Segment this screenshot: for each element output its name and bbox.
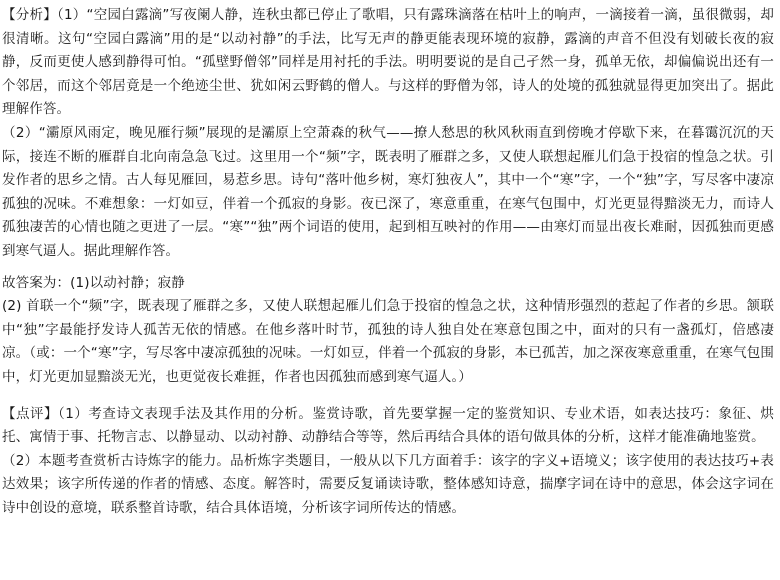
analysis-paragraph-2: （2）“灞原风雨定，晚见雁行频”展现的是灞原上空萧森的秋气——撩人愁思的秋风秋雨直到傍晚才停歇下来，在暮霭沉沉的天际，接连不断的雁群自北向南急急飞过。这里用一个“频”字，既表明了雁群之多，又使人联想起雁儿们急于投宿的惶急之状。引发作者的思乡之情。古人每见雁回，易惹乡思。诗句“落叶他乡树，寒灯独夜人”，其中一个“寒”字，一个“独”字，写尽客中凄凉孤独的况味。不难想象：一灯如豆，伴着一个孤寂的身影。夜已深了，寒意重重，在寒气包围中，灯光更显得黯淡无力，而诗人孤独凄苦的心情也随之更进了一层。“寒”“独”两个词语的使用，起到相互映衬的作用——由寒灯而显出夜长难耐，因孤独而更感到寒气逼人。据此理解作答。 [2,124,774,259]
answer-paragraph-1: 故答案为：(1)以动衬静；寂静 [2,274,185,291]
comment-section [2,403,774,521]
section-spacer [2,390,774,403]
comment-paragraph-2: （2）本题考查赏析古诗炼字的能力。品析炼字类题目，一般从以下几方面着手：该字的字义+语境义；该字使用的表达技巧+表达效果；该字所传递的作者的情感、态度。解答时，需要反复诵读诗歌，整体感知诗意，揣摩字词在诗中的意思，体会这字词在诗中创设的意境，联系整首诗歌，结合具体语境，分析该字词所传达的情感。 [2,452,774,516]
comment-paragraph-1: 【点评】（1）考查诗文表现手法及其作用的分析。鉴赏诗歌，首先要掌握一定的鉴赏知识、专业术语，如表达技巧：象征、烘托、寓情于事、托物言志、以静显动、以动衬静、动静结合等等，然后再结合具体的语句做具体的分析，这样才能准确地鉴赏。 [2,405,774,446]
analysis-paragraph-1: 【分析】（1）“空园白露滴”写夜阑人静，连秋虫都已停止了歌唱，只有露珠滴落在枯叶上的响声，一滴接着一滴，虽很微弱，却很清晰。这句“空园白露滴”用的是“以动衬静”的手法，比写无声的静更能表现环境的寂静，露滴的声音不但没有划破长夜的寂静，反而更使人感到静得可怕。“孤壁野僧邻”同样是用衬托的手法。明明要说的是自己孑然一身，孤单无依，却偏偏说出还有一个邻居，而这个邻居竟是一个绝迹尘世、犹如闲云野鹤的僧人。与这样的野僧为邻，诗人的处境的孤独就显得更加突出了。据此理解作答。 [2,7,774,118]
answer-paragraph-2: (2) 首联一个“频”字，既表现了雁群之多，又使人联想起雁儿们急于投宿的惶急之状，这种情形强烈的惹起了作者的乡思。颔联中“独”字最能抒发诗人孤苦无依的情感。在他乡落叶时节，孤独的诗人独自处在寒意包围之中，面对的只有一盏孤灯，倍感凄凉。（或：一个“寒”字，写尽客中凄凉孤独的况味。一灯如豆，伴着一个孤寂的身影，本已孤苦，加之深夜寒意重重，在寒气包围中，灯光更加显黯淡无光，也更觉夜长难捱，作者也因孤独而感到寒气逼人。） [2,298,774,385]
analysis-section [2,4,774,264]
answer-section [2,272,774,390]
section-spacer [2,264,774,272]
